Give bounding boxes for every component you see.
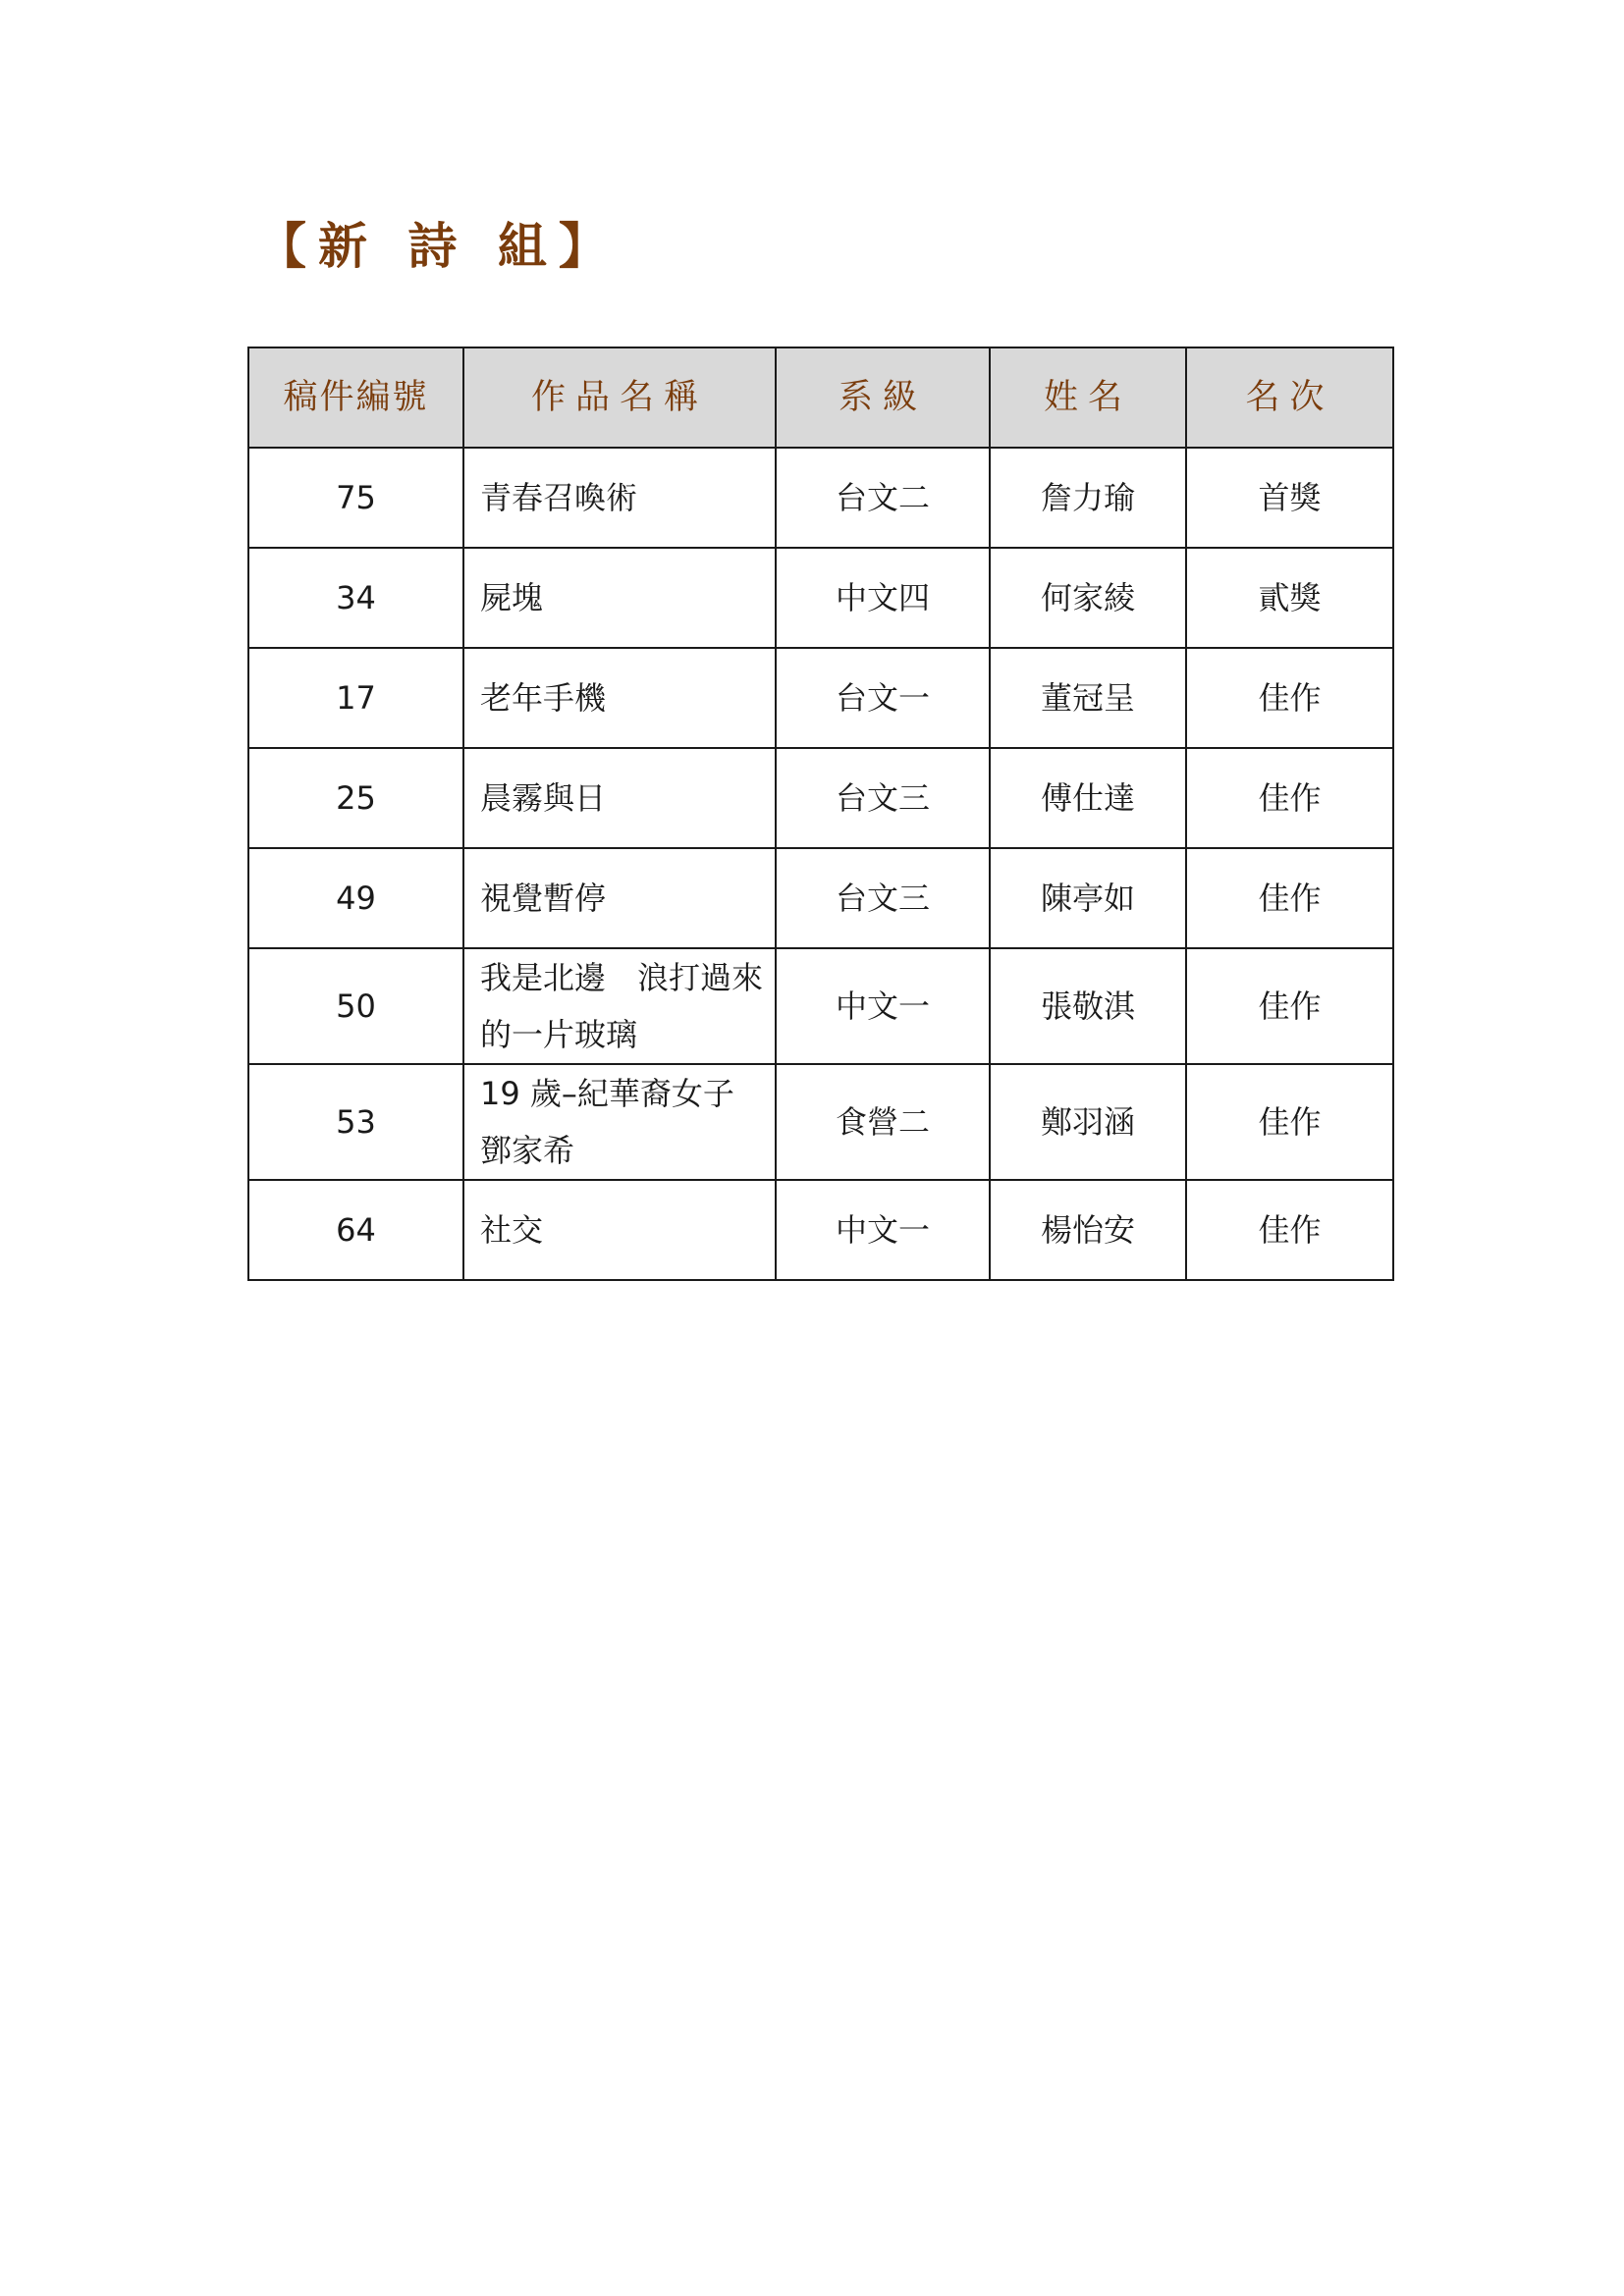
cell-entry-no: 75 — [248, 448, 463, 548]
table-header-row — [248, 347, 1393, 448]
cell-rank: 佳作 — [1186, 848, 1393, 948]
cell-work-title: 老年手機 — [463, 648, 776, 748]
cell-rank: 佳作 — [1186, 648, 1393, 748]
work-title-line: 我是北邊 浪打過來 — [480, 959, 764, 996]
cell-work-title: 視覺暫停 — [463, 848, 776, 948]
cell-department: 中文一 — [776, 1180, 990, 1280]
header-work-title: 作品名稱 — [463, 347, 776, 448]
table-row — [248, 748, 1393, 848]
cell-rank: 貳獎 — [1186, 548, 1393, 648]
cell-entry-no: 34 — [248, 548, 463, 648]
cell-rank: 佳作 — [1186, 948, 1393, 1064]
cell-department: 台文三 — [776, 848, 990, 948]
header-entry-no: 稿件編號 — [248, 347, 463, 448]
table-row — [248, 1180, 1393, 1280]
cell-department: 台文二 — [776, 448, 990, 548]
table-row — [248, 948, 1393, 1064]
cell-name: 陳亭如 — [990, 848, 1186, 948]
cell-work-title: 社交 — [463, 1180, 776, 1280]
table-row — [248, 848, 1393, 948]
table-row — [248, 1064, 1393, 1180]
cell-rank: 佳作 — [1186, 1064, 1393, 1180]
cell-entry-no: 25 — [248, 748, 463, 848]
cell-name: 詹力瑜 — [990, 448, 1186, 548]
cell-department: 食營二 — [776, 1064, 990, 1180]
cell-entry-no: 49 — [248, 848, 463, 948]
table-row — [248, 548, 1393, 648]
header-rank: 名次 — [1186, 347, 1393, 448]
cell-name: 張敬淇 — [990, 948, 1186, 1064]
work-title-line: 19 歲–紀華裔女子 — [480, 1075, 734, 1112]
cell-work-title: 屍塊 — [463, 548, 776, 648]
cell-department: 中文一 — [776, 948, 990, 1064]
cell-name: 鄭羽涵 — [990, 1064, 1186, 1180]
cell-name: 董冠呈 — [990, 648, 1186, 748]
table-row — [248, 448, 1393, 548]
cell-work-title — [463, 1064, 776, 1180]
header-department: 系級 — [776, 347, 990, 448]
cell-rank: 佳作 — [1186, 1180, 1393, 1280]
cell-work-title: 晨霧與日 — [463, 748, 776, 848]
work-title-line: 鄧家希 — [480, 1132, 575, 1169]
cell-work-title — [463, 948, 776, 1064]
cell-name: 傅仕達 — [990, 748, 1186, 848]
table-row — [248, 648, 1393, 748]
header-name: 姓名 — [990, 347, 1186, 448]
cell-name: 何家綾 — [990, 548, 1186, 648]
cell-name: 楊怡安 — [990, 1180, 1186, 1280]
cell-entry-no: 64 — [248, 1180, 463, 1280]
cell-department: 中文四 — [776, 548, 990, 648]
cell-department: 台文一 — [776, 648, 990, 748]
cell-rank: 佳作 — [1186, 748, 1393, 848]
cell-rank: 首獎 — [1186, 448, 1393, 548]
cell-entry-no: 17 — [248, 648, 463, 748]
section-title: 【新 詩 組】 — [257, 218, 620, 275]
work-title-line: 的一片玻璃 — [480, 1016, 638, 1053]
cell-department: 台文三 — [776, 748, 990, 848]
results-table — [247, 347, 1394, 1281]
cell-entry-no: 53 — [248, 1064, 463, 1180]
cell-entry-no: 50 — [248, 948, 463, 1064]
cell-work-title: 青春召喚術 — [463, 448, 776, 548]
